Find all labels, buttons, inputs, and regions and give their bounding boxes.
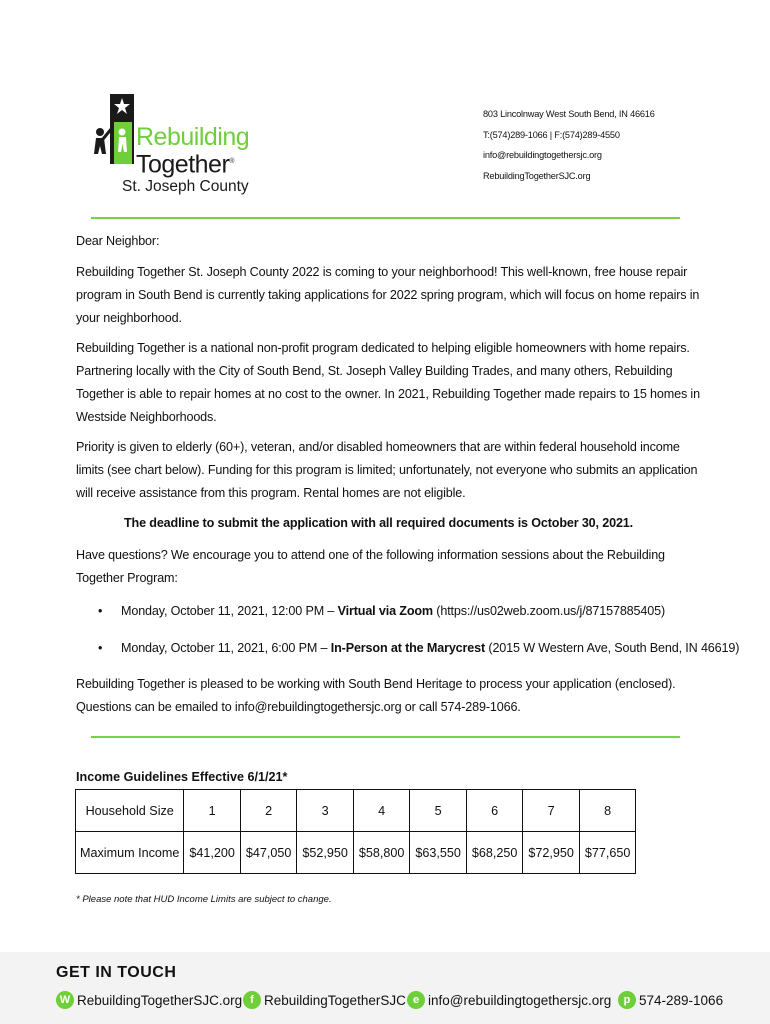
logo-word-rebuilding: Rebuilding (136, 123, 250, 151)
divider-bottom (91, 736, 680, 738)
footer-facebook[interactable] (243, 990, 406, 1010)
session-date: Monday, October 11, 2021, 12:00 PM – (121, 604, 338, 618)
facebook-icon: f (243, 991, 261, 1009)
bullet-icon: • (98, 604, 103, 618)
footer-email[interactable] (407, 990, 611, 1010)
table-cell: 1 (184, 790, 241, 832)
table-cell: 7 (523, 790, 580, 832)
contact-address: 803 Lincolnway West South Bend, IN 46616 (483, 109, 655, 119)
deadline-notice: The deadline to submit the application with all required documents is October 30, 2021. (124, 516, 634, 530)
footer-website-text: RebuildingTogetherSJC.org (77, 992, 243, 1008)
web-icon: W (56, 991, 74, 1009)
table-row (76, 790, 636, 832)
table-row (76, 832, 636, 874)
table-cell: $41,200 (184, 832, 241, 874)
phone-icon: p (618, 991, 636, 1009)
footer-phone[interactable] (618, 990, 723, 1010)
session-date: Monday, October 11, 2021, 6:00 PM – (121, 641, 331, 655)
table-cell: $47,050 (240, 832, 297, 874)
session-location: Virtual via Zoom (337, 604, 433, 618)
income-guidelines-title: Income Guidelines Effective 6/1/21* (76, 770, 288, 784)
footer-get-in-touch (0, 952, 770, 1024)
footer-facebook-text: RebuildingTogetherSJC (264, 992, 406, 1008)
footer-email-text: info@rebuildingtogethersjc.org (428, 992, 612, 1008)
greeting: Dear Neighbor: (76, 234, 160, 248)
session-link[interactable]: (https://us02web.zoom.us/j/87157885405) (432, 604, 665, 618)
divider-top (91, 217, 680, 219)
table-cell: 6 (466, 790, 523, 832)
contact-email[interactable]: info@rebuildingtogethersjc.org (483, 150, 602, 160)
table-cell: 2 (240, 790, 297, 832)
footer-title: GET IN TOUCH (56, 964, 177, 981)
table-cell: $63,550 (410, 832, 467, 874)
contact-phone-fax: T:(574)289-1066 | F:(574)289-4550 (483, 129, 620, 140)
table-cell: $72,950 (523, 832, 580, 874)
session-location: In-Person at the Marycrest (330, 641, 486, 655)
table-cell: $58,800 (353, 832, 410, 874)
logo-county: St. Joseph County (122, 178, 249, 195)
logo-word-together: Together® (136, 150, 234, 179)
paragraph-questions: Have questions? We encourage you to attend one of the following information sessions about the Rebuilding Together Program: (76, 548, 665, 585)
paragraph-closing: Rebuilding Together is pleased to be working with South Bend Heritage to process your application (enclosed). Questions can be emailed to info@rebuildingtogethersjc.org or call 574-289-1066. (76, 677, 676, 714)
email-icon: e (407, 991, 425, 1009)
table-cell: 5 (410, 790, 467, 832)
session-address: (2015 W Western Ave, South Bend, IN 46619) (485, 641, 740, 655)
footer-phone-text: 574-289-1066 (639, 992, 724, 1008)
income-table (75, 789, 636, 874)
table-cell: $68,250 (466, 832, 523, 874)
paragraph-intro: Rebuilding Together St. Joseph County 2022 is coming to your neighborhood! This well-known, free house repair program in South Bend is currently taking applications for 2022 spring program, which will focus on home repairs in your neighborhood. (76, 265, 700, 325)
table-cell: 3 (297, 790, 354, 832)
household-size-label: Household Size (76, 790, 184, 832)
contact-website[interactable]: RebuildingTogetherSJC.org (483, 170, 591, 181)
table-cell: $77,650 (579, 832, 636, 874)
footer-website[interactable] (56, 990, 242, 1010)
table-cell: 4 (353, 790, 410, 832)
bullet-icon: • (98, 641, 103, 655)
table-cell: $52,950 (297, 832, 354, 874)
table-cell: 8 (579, 790, 636, 832)
paragraph-priority: Priority is given to elderly (60+), veteran, and/or disabled homeowners that are within federal household income limits (see chart below). Funding for this program is limited; unfortunately, not everyone who submits an application will receive assistance from this program. Rental homes are not eligible. (76, 440, 698, 500)
logo-wordmark (136, 123, 250, 179)
contact-block (483, 104, 655, 186)
maximum-income-label: Maximum Income (76, 832, 184, 874)
paragraph-about: Rebuilding Together is a national non-profit program dedicated to helping eligible homeowners with home repairs. Partnering locally with the City of South Bend, St. Joseph Valley Building Trades, and many others, Rebuilding Together is able to repair homes at no cost to the owner. In 2021, Rebuilding Together made repairs to 15 homes in Westside Neighborhoods. (76, 341, 700, 424)
income-note: * Please note that HUD Income Limits are subject to change. (76, 894, 332, 905)
